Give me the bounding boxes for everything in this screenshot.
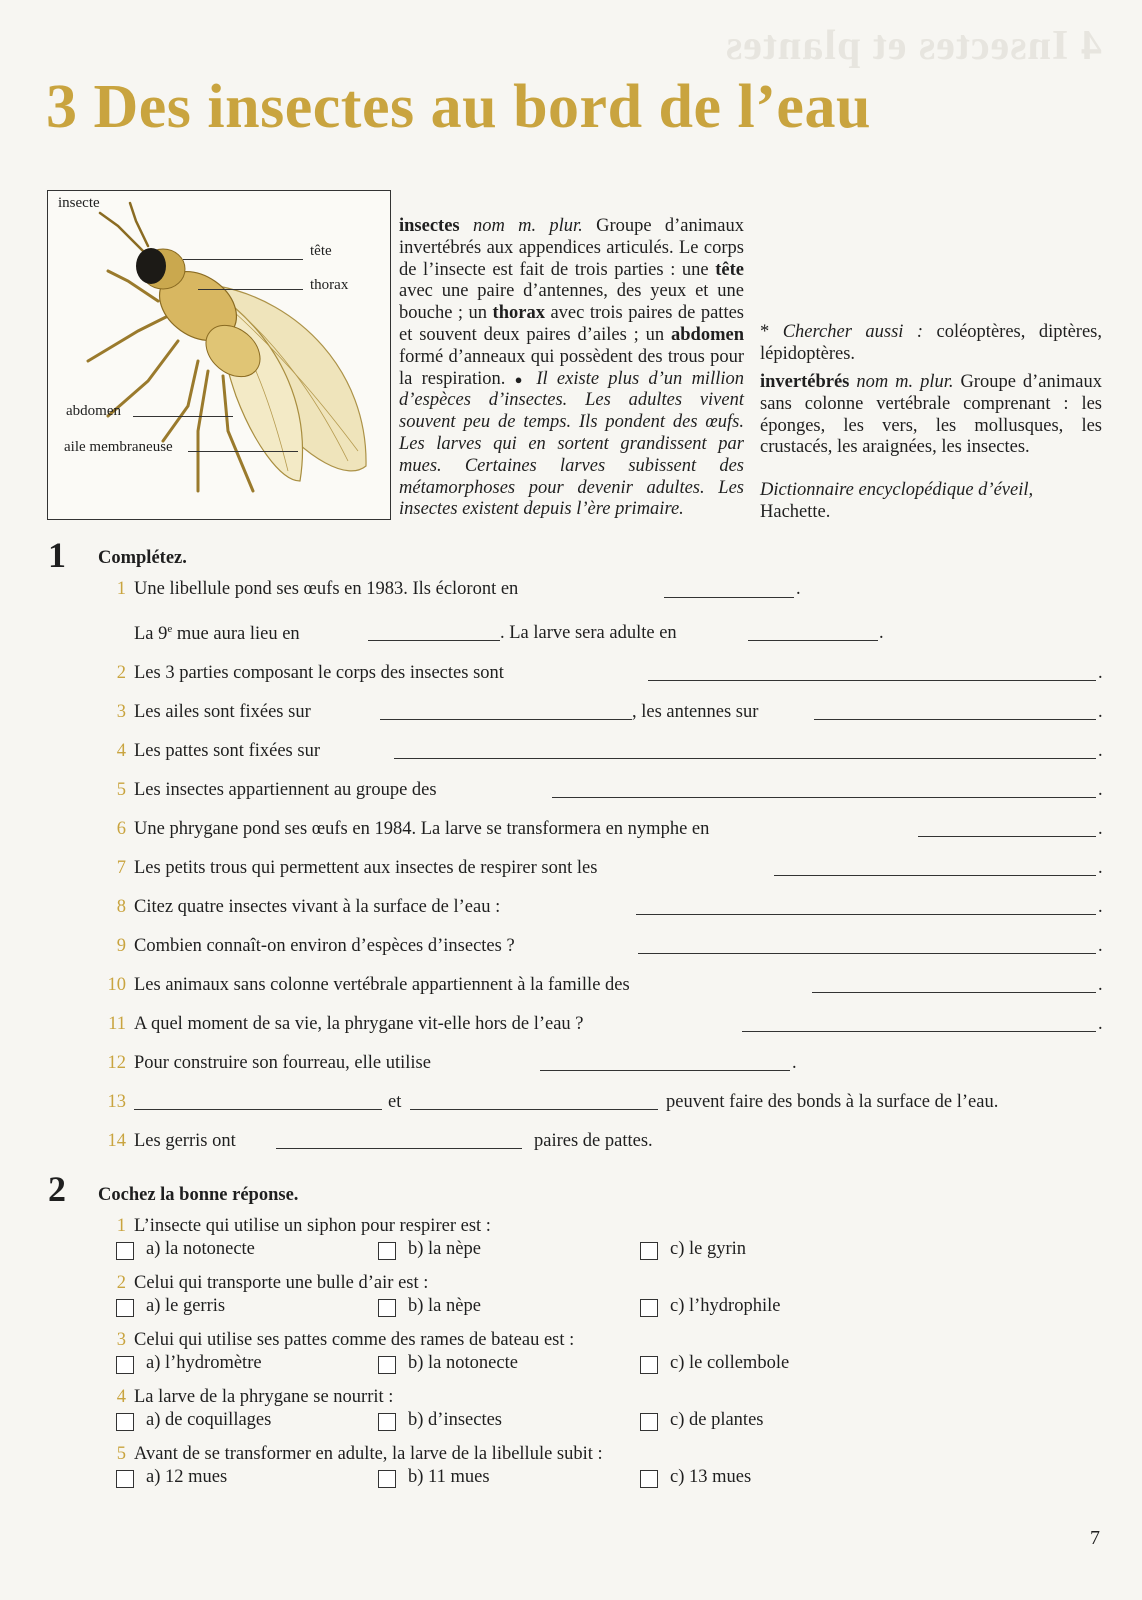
- answer-blank-1c[interactable]: [748, 640, 878, 641]
- answer-blank-11[interactable]: [742, 1031, 1096, 1032]
- option-a-label: a) l’hydromètre: [146, 1353, 262, 1373]
- checkbox-option-c[interactable]: [640, 1413, 658, 1431]
- question-12: Pour construire son fourreau, elle utilise: [134, 1053, 431, 1073]
- checkbox-option-b[interactable]: [378, 1299, 396, 1317]
- period: .: [1098, 897, 1103, 917]
- period: .: [1098, 780, 1103, 800]
- def-invertebres-text: Groupe d’animaux sans colonne vertébrale comprenant : les éponges, les vers, les mollusques, les crustacés, les araignées, les insectes.: [760, 372, 1102, 458]
- page-title: 3 Des insectes au bord de l’eau: [46, 73, 871, 141]
- option-b-label: b) d’insectes: [408, 1410, 503, 1430]
- checkbox-option-b[interactable]: [378, 1470, 396, 1488]
- period: .: [1098, 858, 1103, 878]
- mcq-number: 2: [116, 1273, 126, 1293]
- pos-invertebres: nom m. plur.: [856, 372, 954, 392]
- question-3b: , les antennes sur: [632, 702, 759, 722]
- question-2: Les 3 parties composant le corps des insectes sont: [134, 663, 504, 683]
- q-number: 12: [107, 1053, 126, 1073]
- def-thorax: thorax: [492, 303, 545, 324]
- q-number: 10: [107, 975, 126, 995]
- answer-blank-9[interactable]: [638, 953, 1096, 954]
- def-text-3: avec trois paires de pattes et souvent deux paires d’ailes ; un: [399, 303, 744, 345]
- insect-illustration: [48, 191, 390, 519]
- mcq-number: 3: [116, 1330, 126, 1350]
- question-1b: La 9e mue aura lieu en: [134, 623, 300, 645]
- checkbox-option-a[interactable]: [116, 1299, 134, 1317]
- question-13a: et: [388, 1092, 402, 1112]
- question-3a: Les ailes sont fixées sur: [134, 702, 311, 722]
- option-c-label: c) le collembole: [670, 1353, 790, 1373]
- def-italic: Il existe plus d’un million d’espèces d’insectes. Les adultes vivent souvent peu de temps. Ils pondent des œufs. Les larves qui en sortent grandissent par mues. Certaines larves subissent des métamorphoses pour devenir adultes. Les insectes existent depuis l’ère primaire.: [399, 368, 744, 520]
- option-c-label: c) le gyrin: [670, 1239, 747, 1259]
- checkbox-option-b[interactable]: [378, 1242, 396, 1260]
- option-b-label: b) la notonecte: [408, 1353, 518, 1373]
- period: .: [792, 1053, 797, 1073]
- answer-blank-1b[interactable]: [368, 640, 500, 641]
- answer-blank-8[interactable]: [636, 914, 1096, 915]
- q-number: 13: [107, 1092, 126, 1112]
- q-number: 9: [116, 936, 126, 956]
- period: .: [796, 579, 801, 599]
- question-14a: Les gerris ont: [134, 1131, 236, 1151]
- answer-blank-13b[interactable]: [410, 1109, 658, 1110]
- period: .: [1098, 819, 1103, 839]
- question-1a: Une libellule pond ses œufs en 1983. Ils écloront en: [134, 579, 519, 599]
- see-also: [760, 322, 1102, 366]
- option-b-label: b) la nèpe: [408, 1296, 481, 1316]
- period: .: [1098, 1014, 1103, 1034]
- mcq-question: Celui qui transporte une bulle d’air est :: [134, 1273, 429, 1293]
- checkbox-option-c[interactable]: [640, 1470, 658, 1488]
- question-5: Les insectes appartiennent au groupe des: [134, 780, 437, 800]
- period: .: [1098, 663, 1103, 683]
- answer-blank-1a[interactable]: [664, 597, 794, 598]
- label-aile: aile membraneuse: [64, 439, 173, 455]
- definition-insectes: [399, 216, 744, 521]
- mcq-question: La larve de la phrygane se nourrit :: [134, 1387, 394, 1407]
- bullet-icon: ●: [514, 371, 528, 387]
- q-number: 3: [116, 702, 126, 722]
- checkbox-option-c[interactable]: [640, 1299, 658, 1317]
- checkbox-option-a[interactable]: [116, 1470, 134, 1488]
- answer-blank-10[interactable]: [812, 992, 1096, 993]
- def-text-1: Groupe d’animaux invertébrés aux appendices articulés. Le corps de l’insecte est fait de trois parties : une: [399, 216, 744, 280]
- see-also-label: Chercher aussi :: [782, 322, 924, 342]
- mcq-question: Avant de se transformer en adulte, la larve de la libellule subit :: [134, 1444, 603, 1464]
- def-tete: tête: [715, 259, 744, 280]
- source: [760, 480, 1102, 524]
- mcq-number: 4: [116, 1387, 126, 1407]
- question-4: Les pattes sont fixées sur: [134, 741, 320, 761]
- answer-blank-14[interactable]: [276, 1148, 522, 1149]
- checkbox-option-a[interactable]: [116, 1242, 134, 1260]
- q-number: 4: [116, 741, 126, 761]
- answer-blank-3b[interactable]: [814, 719, 1096, 720]
- label-thorax: thorax: [310, 277, 349, 293]
- answer-blank-2[interactable]: [648, 680, 1096, 681]
- question-10: Les animaux sans colonne vertébrale appartiennent à la famille des: [134, 975, 630, 995]
- answer-blank-5[interactable]: [552, 797, 1096, 798]
- insect-figure: [47, 190, 391, 520]
- checkbox-option-a[interactable]: [116, 1356, 134, 1374]
- label-line-tete: [183, 259, 303, 260]
- def-text-2: avec une paire d’antennes, des yeux et une bouche ; un: [399, 281, 744, 324]
- mcq-number: 5: [116, 1444, 126, 1464]
- option-b-label: b) la nèpe: [408, 1239, 481, 1259]
- option-c-label: c) 13 mues: [670, 1467, 752, 1487]
- period: .: [1098, 702, 1103, 722]
- option-a-label: a) de coquillages: [146, 1410, 272, 1430]
- q-number: 8: [116, 897, 126, 917]
- question-6: Une phrygane pond ses œufs en 1984. La larve se transformera en nymphe en: [134, 819, 710, 839]
- answer-blank-12[interactable]: [540, 1070, 790, 1071]
- term-insectes: insectes: [399, 216, 460, 236]
- checkbox-option-c[interactable]: [640, 1242, 658, 1260]
- question-1c: . La larve sera adulte en: [500, 623, 677, 643]
- q-number: 7: [116, 858, 126, 878]
- checkbox-option-c[interactable]: [640, 1356, 658, 1374]
- period: .: [1098, 975, 1103, 995]
- definition-invertebres: [760, 372, 1102, 459]
- period: .: [1098, 936, 1103, 956]
- label-abdomen: abdomen: [66, 403, 121, 419]
- question-9: Combien connaît-on environ d’espèces d’insectes ?: [134, 936, 515, 956]
- q-number: 5: [116, 780, 126, 800]
- option-a-label: a) 12 mues: [146, 1467, 228, 1487]
- option-b-label: b) 11 mues: [408, 1467, 490, 1487]
- mcq-number: 1: [116, 1216, 126, 1236]
- q-number: 2: [116, 663, 126, 683]
- question-13b: peuvent faire des bonds à la surface de l’eau.: [666, 1092, 999, 1112]
- option-c-label: c) l’hydrophile: [670, 1296, 781, 1316]
- mcq-question: L’insecte qui utilise un siphon pour respirer est :: [134, 1216, 491, 1236]
- q-number: 11: [108, 1014, 126, 1034]
- def-abdomen: abdomen: [671, 324, 744, 345]
- answer-blank-4[interactable]: [394, 758, 1096, 759]
- mcq-question: Celui qui utilise ses pattes comme des rames de bateau est :: [134, 1330, 575, 1350]
- exercise-2-heading: Cochez la bonne réponse.: [98, 1185, 299, 1205]
- source-title: Dictionnaire encyclopédique d’éveil,: [760, 480, 1034, 500]
- question-8: Citez quatre insectes vivant à la surface de l’eau :: [134, 897, 501, 917]
- label-line-aile: [188, 451, 298, 452]
- label-line-thorax: [198, 289, 303, 290]
- see-also-list: coléoptères, diptères, lépidoptères.: [760, 322, 1103, 364]
- period: .: [1098, 741, 1103, 761]
- asterisk: *: [760, 322, 783, 342]
- answer-blank-6[interactable]: [918, 836, 1096, 837]
- q-number: 6: [116, 819, 126, 839]
- pos-insectes: nom m. plur.: [472, 216, 583, 236]
- answer-blank-7[interactable]: [774, 875, 1096, 876]
- figure-caption: insecte: [58, 195, 100, 211]
- page-number: 7: [1090, 1527, 1100, 1549]
- source-publisher: Hachette.: [760, 501, 831, 522]
- checkbox-option-a[interactable]: [116, 1413, 134, 1431]
- period: .: [879, 623, 884, 643]
- checkbox-option-b[interactable]: [378, 1356, 396, 1374]
- bleed-through-title: 4 Insectes et plantes: [725, 23, 1102, 69]
- exercise-2-number: 2: [48, 1169, 66, 1209]
- checkbox-option-b[interactable]: [378, 1413, 396, 1431]
- term-invertebres: invertébrés: [760, 372, 850, 392]
- option-c-label: c) de plantes: [670, 1410, 764, 1430]
- question-7: Les petits trous qui permettent aux insectes de respirer sont les: [134, 858, 598, 878]
- option-a-label: a) la notonecte: [146, 1239, 255, 1259]
- def-text-4: formé d’anneaux qui possèdent des trous pour la respiration.: [399, 346, 744, 389]
- answer-blank-13a[interactable]: [134, 1109, 382, 1110]
- exercise-1-heading: Complétez.: [98, 548, 187, 568]
- q-number: 1: [116, 579, 126, 599]
- label-line-abdomen: [133, 416, 233, 417]
- question-14b: paires de pattes.: [534, 1131, 653, 1151]
- answer-blank-3a[interactable]: [380, 719, 632, 720]
- question-11: A quel moment de sa vie, la phrygane vit-elle hors de l’eau ?: [134, 1014, 584, 1034]
- exercise-1-number: 1: [48, 535, 66, 575]
- q-number: 14: [107, 1131, 126, 1151]
- label-tete: tête: [310, 243, 332, 259]
- option-a-label: a) le gerris: [146, 1296, 226, 1316]
